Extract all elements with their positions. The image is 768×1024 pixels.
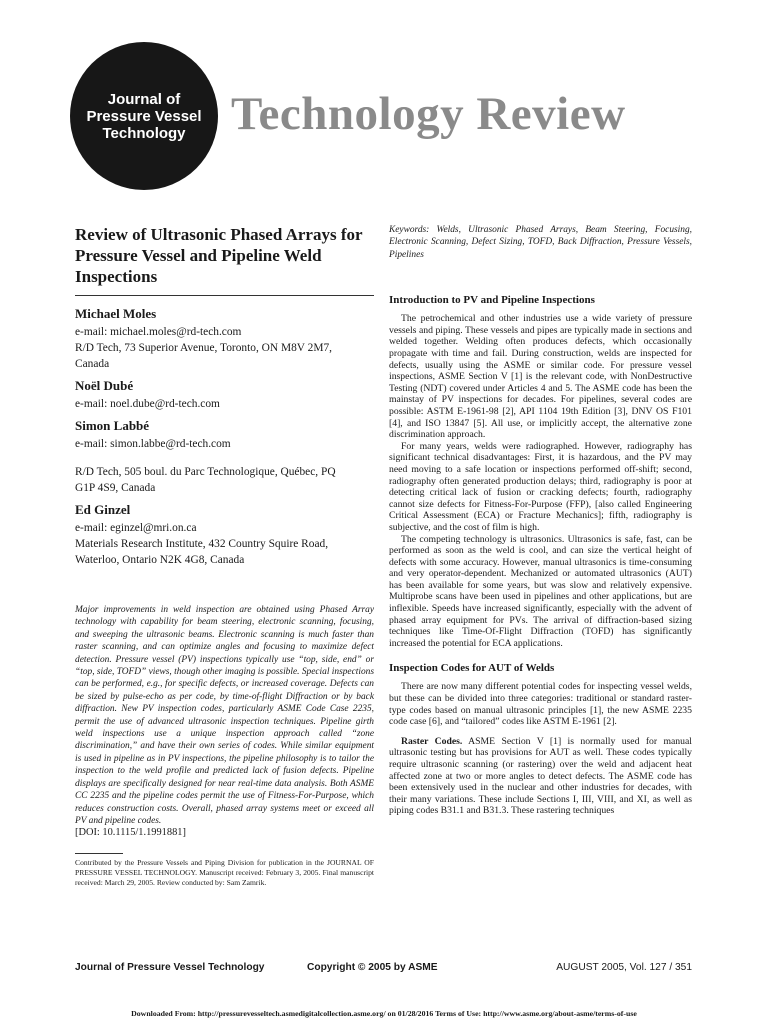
author-affiliation: Waterloo, Ontario N2K 4G8, Canada <box>75 554 245 566</box>
author-name: Ed Ginzel <box>75 502 131 517</box>
download-notice: Downloaded From: http://pressurevesseltech.asmedigitalcollection.asme.org/ on 01/28/2016 Terms of Use: http://www.asme.org/about-asme/terms-of-use <box>131 1009 637 1018</box>
logo-line-1: Journal of <box>107 90 181 108</box>
author-affiliation: Canada <box>75 358 110 370</box>
author-email[interactable]: e-mail: simon.labbe@rd-tech.com <box>75 438 231 450</box>
author-email[interactable]: e-mail: michael.moles@rd-tech.com <box>75 326 242 338</box>
page-footer <box>75 962 692 978</box>
masthead-title: Technology Review <box>231 88 626 140</box>
author-affiliation: Materials Research Institute, 432 Country Squire Road, <box>75 538 329 550</box>
paragraph-text: ASME Section V [1] is normally used for manual ultrasonic testing but has provisions for AUT as well. These codes typically require ultrasonic scanning (or rastering) over the weld and adjacent heat affected zone at two or more angles to detect defects. The ASME code has been extensively used in the nuclear and other industries for decades, with their many variations. These include Sections I, III, VIII, and XI, as well as piping codes B31.1 and B31.3. These rastering techniques <box>389 735 692 817</box>
left-column <box>75 224 374 888</box>
article-title: Review of Ultrasonic Phased Arrays for Pressure Vessel and Pipeline Weld Inspections <box>75 225 363 286</box>
author-name: Noël Dubé <box>75 378 134 393</box>
footer-journal: Journal of Pressure Vessel Technology <box>75 962 265 973</box>
paragraph-raster-codes <box>389 736 692 817</box>
author-name: Michael Moles <box>75 306 157 321</box>
footnote: Contributed by the Pressure Vessels and Piping Division for publication in the JOURNAL OF PRESSURE VESSEL TECHNOLOGY. Manuscript received: February 3, 2005. Final manuscript received: March 29, 2005. Review conducted by: Sam Zamrik. <box>75 858 374 887</box>
author-email[interactable]: e-mail: noel.dube@rd-tech.com <box>75 398 220 410</box>
paragraph: There are now many different potential codes for inspecting vessel welds, but these can be divided into three categories: traditional or standard raster-type codes based on manual ultrasonic principles [1], the new ASME 2235 code case [6], and “tailored” codes like ASTM E-1961 [2]. <box>389 681 692 728</box>
title-rule <box>75 295 374 296</box>
author-email[interactable]: e-mail: eginzel@mri.on.ca <box>75 522 197 534</box>
author-affiliation: R/D Tech, 505 boul. du Parc Technologique, Québec, PQ <box>75 466 336 478</box>
journal-logo <box>70 42 218 190</box>
author-name: Simon Labbé <box>75 418 150 433</box>
author-affiliation: R/D Tech, 73 Superior Avenue, Toronto, ON M8V 2M7, <box>75 342 332 354</box>
section-heading-intro: Introduction to PV and Pipeline Inspections <box>389 294 595 307</box>
section-heading-codes: Inspection Codes for AUT of Welds <box>389 662 555 675</box>
logo-line-2: Pressure Vessel <box>86 107 202 125</box>
logo-line-3: Technology <box>102 124 186 142</box>
paragraph: The competing technology is ultrasonics. Ultrasonics is safe, fast, can be performed as soon as the weld is cool, and can size the vertical height of defects with some accuracy. However, manual ultrasonics is time-consuming and very operator-dependent. Mechanized or automated ultrasonics (AUT) has been available for some years, but was slow and relatively expensive. Multiprobe scans have been used in pipelines and other applications, but are inflexible. Speeds have increased significantly, especially with the advent of phased array equipment for PVs. The arrival of diffraction-based sizing techniques like Time-Of-Flight Diffraction (TOFD) has significantly increased the potential for ECA applications. <box>389 533 692 649</box>
author-affiliation: G1P 4S9, Canada <box>75 482 156 494</box>
paragraph: The petrochemical and other industries use a wide variety of pressure vessels and piping. These vessels and pipes are typically made in sections and welded together. Welding often produces defects, which occasionally propagate with time and fail. During construction, welds are inspected for defects, usually using the ASME or similar code. For pressure vessel inspections, ASME Section V [1] is the relevant code, with NonDestructive Testing (NDT) covered under Articles 4 and 5. The ASME code has been the mainstay of PV inspections for decades. For pipelines, several codes are possible: ASTM E-1961-98 [2], API 1104 19th Edition [3], DNV OS F101 [4], and ISO 13847 [5]. All use, or implicitly accept, the alternative zone discrimination approach. <box>389 313 692 441</box>
footer-copyright: Copyright © 2005 by ASME <box>307 962 438 973</box>
paragraph: For many years, welds were radiographed. However, radiography has significant technical disadvantages: First, it is hazardous, and the PV may need moving to a safe location or inspections performed off-shift; second, radiography often generated production delays; third, radiography is poor at detecting critical lack of fusion or cracking defects; fourth, radiography cannot size defects for Fitness-For-Purpose (FFP), [also called Engineering Critical Assessment (ECA) or Fracture Mechanics]; fifth, radiography is subjective, and the cost of film is high. <box>389 440 692 533</box>
keywords: Keywords: Welds, Ultrasonic Phased Arrays, Beam Steering, Focusing, Electronic Scanning, Defect Sizing, TOFD, Back Diffraction, Pressure Vessels, Pipelines <box>389 225 692 260</box>
abstract: Major improvements in weld inspection are obtained using Phased Array technology with capability for beam steering, electronic scanning, focusing, and sweeping the ultrasonic beams. Electronic scanning is much faster than raster scanning, and can optimize angles and focusing to maximize defect detection. Pressure vessel (PV) inspections typically use “top, side, end” or “top, side, TOFD” views, though other imaging is possible. Special inspections can be performed, e.g., for specific defects, or increased coverage. Defects can be sized by pulse-echo as per code, by time-of-flight Diffraction or by back diffraction. New PV inspection codes, particularly ASME Code Case 2235, permit the use of advanced ultrasonic inspection techniques. Pipeline girth weld inspections use a unique inspection approach called “zone discrimination,” and have their own series of codes. While similar equipment is used in pipeline as in PV inspections, the pipeline philosophy is to tailor the inspection to the weld profile and predicted lack of fusion defects. Pipeline displays are specifically designed for near real-time data analysis. Both ASME CC 2235 and the pipeline codes permit the use of Fitness-For-Purpose, which reduces construction costs. Overall, phased array systems meet or exceed all PV and pipeline codes. <box>75 605 374 826</box>
footnote-rule <box>75 853 123 854</box>
footer-issue: AUGUST 2005, Vol. 127 / 351 <box>556 962 692 973</box>
right-column <box>389 224 692 817</box>
run-in-heading: Raster Codes. <box>401 735 463 747</box>
doi[interactable]: [DOI: 10.1115/1.1991881] <box>75 827 186 839</box>
